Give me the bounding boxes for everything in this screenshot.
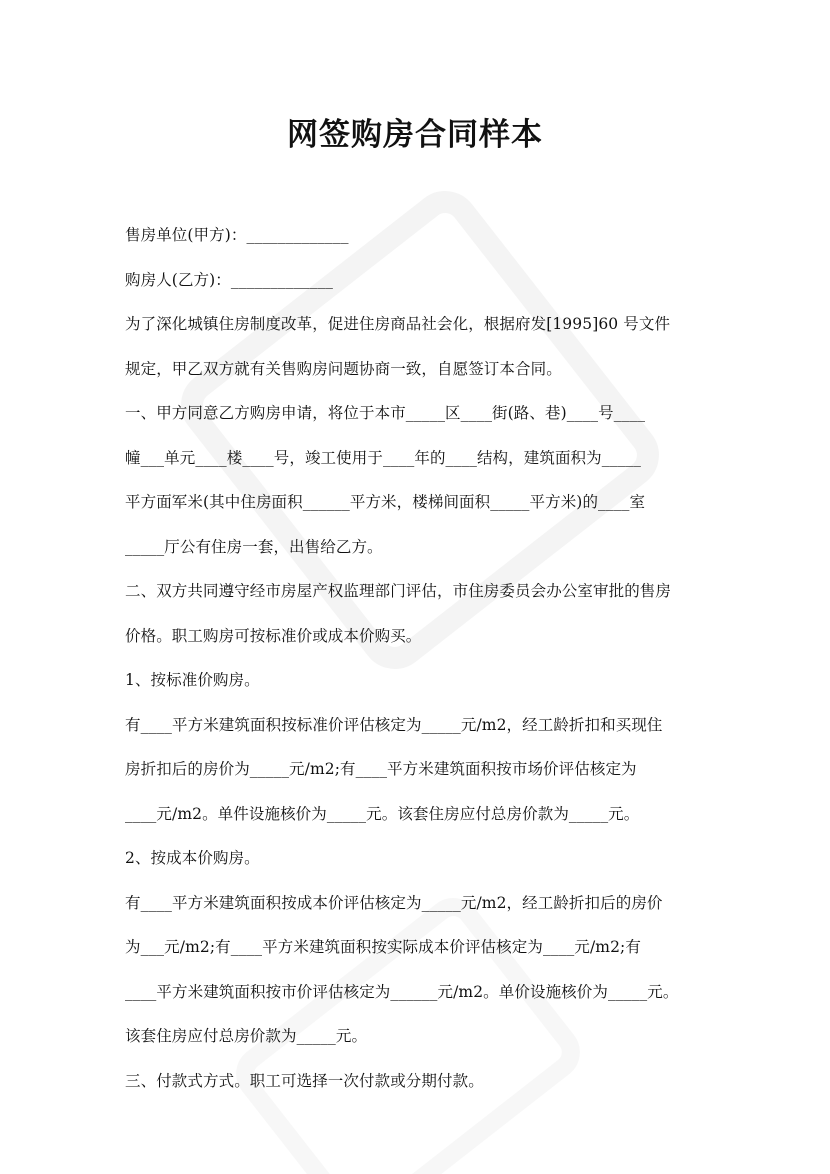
cost-price-line: 为___元/m2;有____平方米建筑面积按实际成本价评估核定为____元/m2;有 bbox=[125, 938, 641, 956]
standard-price-heading: 1、按标准价购房。 bbox=[125, 671, 260, 689]
clause-one-line: 一、甲方同意乙方购房申请，将位于本市_____区____街(路、巷)____号____ bbox=[125, 404, 646, 422]
preamble-line: 为了深化城镇住房制度改革，促进住房商品社会化，根据府发[1995]60 号文件 bbox=[125, 315, 671, 333]
cost-price-line: 该套住房应付总房价款为_____元。 bbox=[125, 1027, 368, 1045]
clause-two-line: 价格。职工购房可按标准价或成本价购买。 bbox=[125, 626, 422, 645]
clause-one-line: _____厅公有住房一套，出售给乙方。 bbox=[125, 537, 383, 556]
document-title: 网签购房合同样本 bbox=[287, 117, 543, 153]
preamble-line: 规定，甲乙双方就有关售购房问题协商一致，自愿签订本合同。 bbox=[125, 359, 562, 378]
standard-price-line: 有____平方米建筑面积按标准价评估核定为_____元/m2，经工龄折扣和买现住 bbox=[125, 715, 663, 734]
cost-price-line: ____平方米建筑面积按市价评估核定为______元/m2。单价设施核价为_____元。 bbox=[125, 982, 679, 1001]
seller-line: 售房单位(甲方)：_____________ bbox=[125, 226, 349, 244]
cost-price-heading: 2、按成本价购房。 bbox=[125, 849, 260, 867]
clause-two-line: 二、双方共同遵守经市房屋产权监理部门评估，市住房委员会办公室审批的售房 bbox=[125, 582, 672, 600]
clause-one-line: 平方面军米(其中住房面积______平方米，楼梯间面积_____平方米)的____室 bbox=[125, 493, 646, 511]
cost-price-line: 有____平方米建筑面积按成本价评估核定为_____元/m2，经工龄折扣后的房价 bbox=[125, 893, 663, 912]
clause-one-line: 幢___单元____楼____号，竣工使用于____年的____结构，建筑面积为_____ bbox=[125, 448, 642, 467]
buyer-line: 购房人(乙方)：_____________ bbox=[125, 270, 333, 289]
payment-clause-line: 三、付款式方式。职工可选择一次付款或分期付款。 bbox=[125, 1071, 484, 1090]
standard-price-line: ____元/m2。单件设施核价为_____元。该套住房应付总房价款为_____元。 bbox=[125, 804, 640, 823]
standard-price-line: 房折扣后的房价为_____元/m2;有____平方米建筑面积按市场价评估核定为 bbox=[125, 760, 637, 778]
contract-body bbox=[125, 217, 720, 1107]
